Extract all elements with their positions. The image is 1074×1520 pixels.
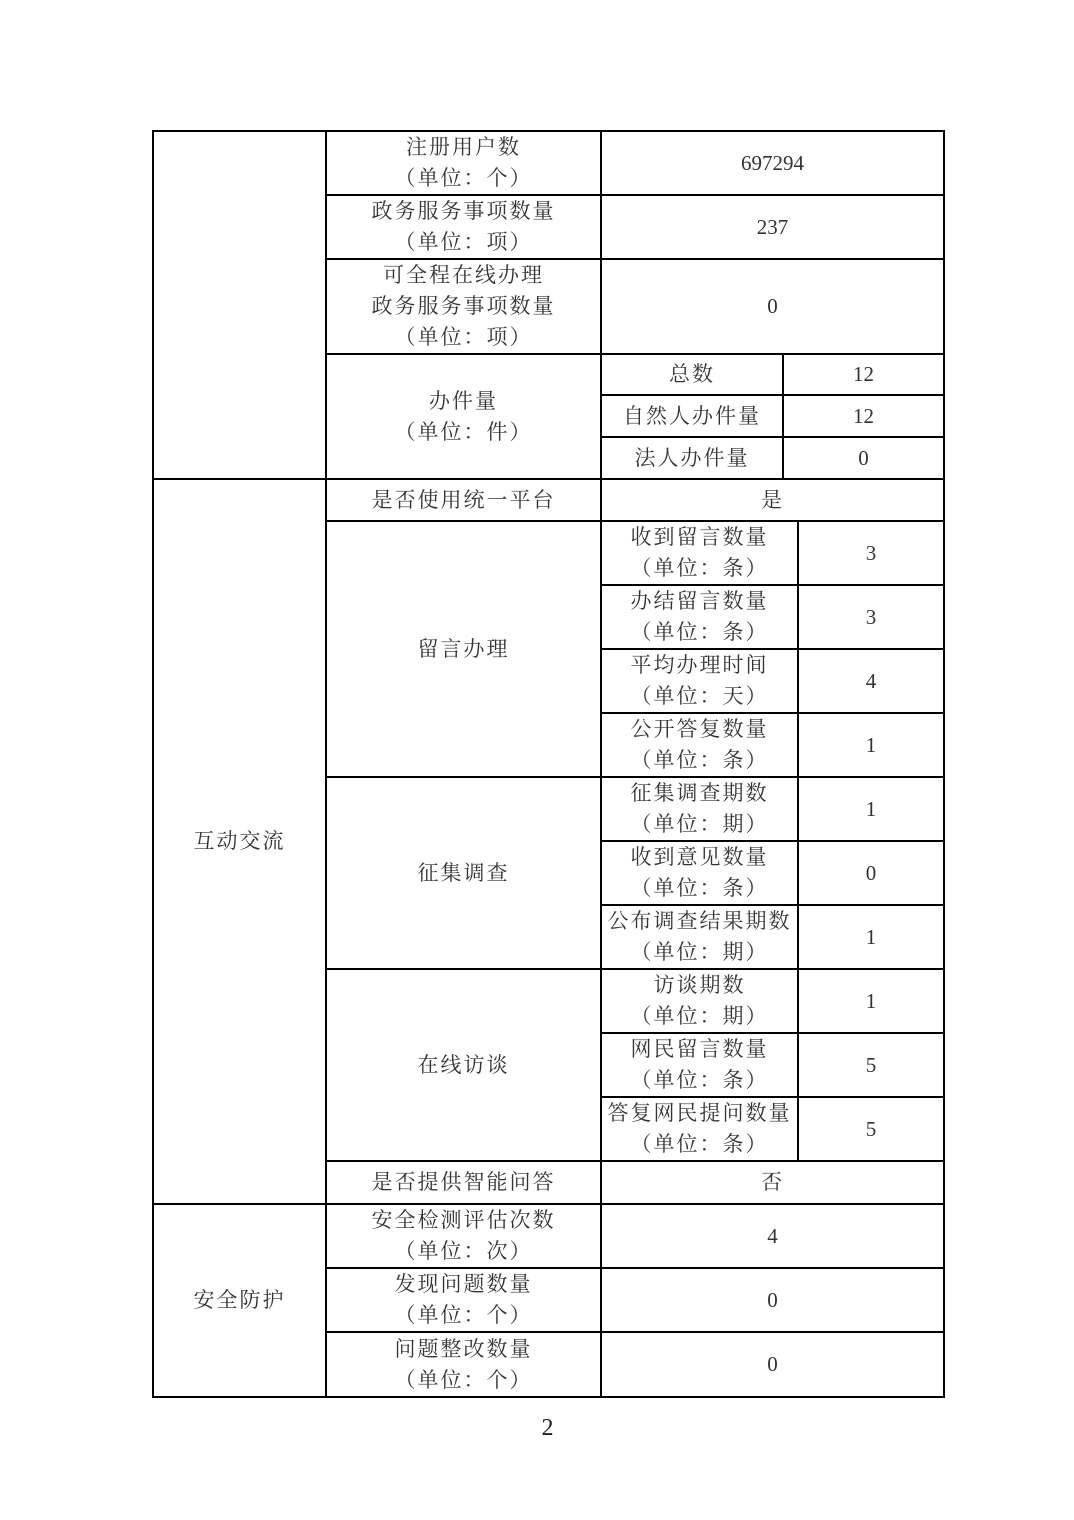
metric-value: 否	[761, 1170, 785, 1194]
submetric-value: 1	[865, 796, 877, 821]
metric-value-cell	[601, 1204, 944, 1268]
submetric-unit: （单位：期）	[630, 940, 769, 964]
submetric-value-cell	[798, 841, 944, 905]
submetric-label-cell	[601, 521, 798, 585]
report-table	[152, 130, 945, 1398]
submetric-label: 公开答复数量	[630, 717, 769, 741]
submetric-value-cell	[798, 1033, 944, 1097]
submetric-value-cell	[798, 521, 944, 585]
metric-label-cell	[326, 1161, 601, 1204]
submetric-value: 0	[858, 445, 869, 470]
metric-value: 697294	[741, 150, 805, 175]
metric-label-cell	[326, 479, 601, 521]
submetric-label: 答复网民提问数量	[607, 1101, 792, 1125]
metric-unit: （单位：个）	[394, 1367, 533, 1392]
metric-value: 0	[767, 294, 778, 318]
submetric-label-cell	[601, 777, 798, 841]
submetric-label-cell	[601, 1033, 798, 1097]
metric-group-label-cell	[326, 521, 601, 777]
submetric-label-cell	[601, 905, 798, 969]
metric-group-label-cell	[326, 354, 601, 479]
metric-label: 是否使用统一平台	[371, 487, 556, 512]
metric-label-cell	[326, 1268, 601, 1332]
submetric-unit: （单位：条）	[630, 1132, 769, 1156]
submetric-value-cell	[798, 585, 944, 649]
submetric-label: 平均办理时间	[630, 653, 769, 677]
submetric-label-cell	[601, 969, 798, 1033]
metric-label-cell	[326, 1332, 601, 1397]
metric-value: 4	[767, 1223, 778, 1248]
submetric-value: 5	[865, 1052, 877, 1077]
metric-label-cell	[326, 259, 601, 354]
metric-value-cell	[601, 195, 944, 259]
submetric-label: 访谈期数	[653, 973, 746, 997]
submetric-value: 0	[865, 860, 877, 885]
submetric-value: 4	[865, 668, 877, 693]
submetric-value: 5	[865, 1116, 877, 1141]
metric-label-cell	[326, 131, 601, 195]
metric-label-line1: 可全程在线办理	[383, 263, 544, 287]
submetric-value-cell	[798, 713, 944, 777]
metric-value-cell	[601, 1161, 944, 1204]
metric-label: 问题整改数量	[394, 1336, 533, 1361]
metric-value: 237	[756, 214, 789, 239]
submetric-value-cell	[783, 395, 944, 437]
submetric-label: 总数	[669, 362, 715, 386]
category-label: 安全防护	[193, 1288, 286, 1312]
metric-label: 征集调查	[417, 860, 510, 885]
metric-label: 注册用户数	[406, 135, 521, 159]
metric-label: 安全检测评估次数	[371, 1208, 556, 1232]
category-label: 互动交流	[193, 829, 286, 853]
metric-unit: （单位：个）	[394, 1303, 533, 1327]
submetric-value: 12	[853, 403, 875, 428]
category-cell-security	[153, 1204, 326, 1397]
submetric-value-cell	[783, 437, 944, 479]
submetric-unit: （单位：天）	[630, 684, 769, 708]
category-cell-continued	[153, 131, 326, 479]
submetric-value: 12	[853, 362, 875, 386]
submetric-value-cell	[798, 905, 944, 969]
submetric-value: 1	[865, 924, 877, 949]
submetric-unit: （单位：条）	[630, 556, 769, 580]
page-number: 2	[541, 1415, 554, 1441]
metric-value-cell	[601, 1332, 944, 1397]
submetric-label-cell	[601, 585, 798, 649]
submetric-value-cell	[783, 354, 944, 395]
submetric-label-cell	[601, 841, 798, 905]
submetric-label: 公布调查结果期数	[607, 909, 792, 933]
metric-value-cell	[601, 131, 944, 195]
submetric-unit: （单位：条）	[630, 876, 769, 900]
metric-value-cell	[601, 1268, 944, 1332]
submetric-value-cell	[798, 777, 944, 841]
metric-value: 0	[767, 1287, 778, 1312]
metric-label: 在线访谈	[417, 1052, 510, 1077]
metric-group-label-cell	[326, 969, 601, 1161]
metric-value: 是	[761, 487, 785, 512]
metric-label-cell	[326, 195, 601, 259]
submetric-label: 网民留言数量	[630, 1037, 769, 1061]
submetric-label: 收到留言数量	[630, 525, 769, 549]
metric-unit: （单位：次）	[394, 1239, 533, 1263]
metric-label: 是否提供智能问答	[371, 1170, 556, 1194]
metric-unit: （单位：件）	[394, 419, 533, 444]
metric-label: 留言办理	[417, 636, 510, 661]
submetric-value: 1	[865, 732, 877, 757]
submetric-unit: （单位：期）	[630, 812, 769, 836]
submetric-unit: （单位：期）	[630, 1004, 769, 1028]
metric-unit: （单位：项）	[394, 325, 533, 349]
submetric-label: 自然人办件量	[623, 403, 761, 428]
submetric-label-cell	[601, 1097, 798, 1161]
metric-label: 政务服务事项数量	[371, 199, 556, 223]
submetric-unit: （单位：条）	[630, 1068, 769, 1092]
submetric-value-cell	[798, 649, 944, 713]
submetric-label: 征集调查期数	[630, 781, 769, 805]
submetric-value-cell	[798, 1097, 944, 1161]
submetric-value: 3	[865, 604, 877, 629]
submetric-label-cell	[601, 437, 783, 479]
metric-label: 办件量	[429, 388, 498, 413]
submetric-value: 1	[865, 988, 877, 1013]
submetric-label-cell	[601, 713, 798, 777]
metric-label-cell	[326, 1204, 601, 1268]
submetric-unit: （单位：条）	[630, 748, 769, 772]
metric-value-cell	[601, 479, 944, 521]
submetric-label: 收到意见数量	[630, 845, 769, 869]
metric-value-cell	[601, 259, 944, 354]
metric-label-line2: 政务服务事项数量	[371, 294, 556, 318]
metric-group-label-cell	[326, 777, 601, 969]
metric-unit: （单位：个）	[394, 166, 533, 190]
metric-value: 0	[767, 1352, 778, 1376]
submetric-label: 法人办件量	[634, 445, 750, 470]
metric-label: 发现问题数量	[394, 1272, 533, 1296]
metric-unit: （单位：项）	[394, 230, 533, 254]
submetric-label: 办结留言数量	[630, 589, 769, 613]
submetric-label-cell	[601, 649, 798, 713]
submetric-label-cell	[601, 354, 783, 395]
category-cell-interaction	[153, 479, 326, 1204]
submetric-label-cell	[601, 395, 783, 437]
submetric-value-cell	[798, 969, 944, 1033]
submetric-value: 3	[865, 540, 877, 565]
submetric-unit: （单位：条）	[630, 620, 769, 644]
